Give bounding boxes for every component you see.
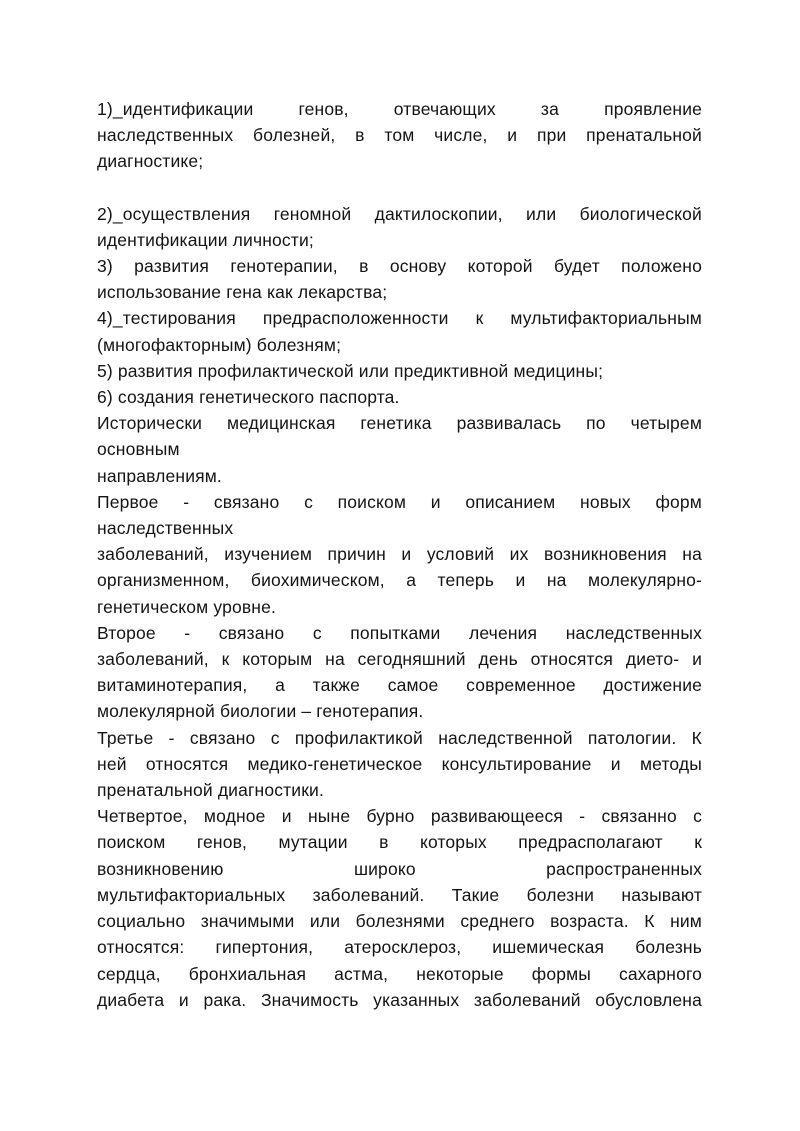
text-line: наследственных <box>97 518 234 539</box>
paragraph-second-direction <box>97 620 702 725</box>
text-line: социально значимыми или болезнями среднего возраста. К ним <box>97 911 702 932</box>
paragraph-third-direction <box>97 725 702 804</box>
text-line: сердца, бронхиальная астма, некоторые формы сахарного <box>97 963 702 984</box>
text-line: пренатальной диагностики. <box>97 780 324 801</box>
text-line: Первое - связано с поиском и описанием новых форм <box>97 491 702 512</box>
text-line: относятся: гипертония, атеросклероз, ишемическая болезнь <box>97 937 702 958</box>
paragraph-history <box>97 410 702 489</box>
list-item-predictive-medicine <box>97 358 702 384</box>
text-line: 2)_осуществления геномной дактилоскопии, или биологической <box>97 203 702 224</box>
text-line: (многофакторным) болезням; <box>97 334 342 355</box>
text-line: идентификации личности; <box>97 229 314 250</box>
text-line: диабета и рака. Значимость указанных заболеваний обусловлена <box>97 989 702 1010</box>
list-item-genetic-passport <box>97 384 702 410</box>
list-item-predisposition-testing <box>97 305 702 357</box>
text-line: организменном, биохимическом, а теперь и на молекулярно- <box>97 570 702 591</box>
text-line: 3) развития генотерапии, в основу которой будет положено <box>97 256 702 277</box>
list-item-dactyloscopy <box>97 201 702 253</box>
text-line: Третье - связано с профилактикой наследственной патологии. К <box>97 727 702 748</box>
text-line: диагностике; <box>97 151 204 172</box>
text-line: Второе - связано с попытками лечения наследственных <box>97 622 702 643</box>
text-line: 5) развития профилактической или предиктивной медицины; <box>97 360 604 381</box>
blank-line <box>97 175 702 201</box>
text-line: генетическом уровне. <box>97 596 276 617</box>
text-line: заболеваний, к которым на сегодняшний день относятся дието- и <box>97 649 702 670</box>
paragraph-first-direction <box>97 489 702 620</box>
list-item-identification <box>97 96 702 175</box>
list-item-gene-therapy <box>97 253 702 305</box>
text-line: поиском генов, мутации в которых предрасполагают к <box>97 832 702 853</box>
paragraph-fourth-direction <box>97 803 702 1013</box>
text-line: ней относятся медико-генетическое консультирование и методы <box>97 753 702 774</box>
text-line: 6) создания генетического паспорта. <box>97 387 400 408</box>
text-line: витаминотерапия, а также самое современное достижение <box>97 675 702 696</box>
document-page <box>97 96 702 1013</box>
text-line: 1)_идентификации генов, отвечающих за проявление <box>97 99 702 119</box>
text-line: наследственных болезней, в том числе, и при пренатальной <box>97 125 702 146</box>
text-line: использование гена как лекарства; <box>97 282 388 303</box>
text-line: возникновению широко распространенных <box>97 858 702 879</box>
text-line: основным <box>97 439 180 460</box>
text-line: Четвертое, модное и ныне бурно развивающееся - связанно с <box>97 806 702 827</box>
text-line: 4)_тестирования предрасположенности к мультифакториальным <box>97 308 702 329</box>
text-line: мультифакториальных заболеваний. Такие болезни называют <box>97 884 702 905</box>
text-line: молекулярной биологии – генотерапия. <box>97 701 424 722</box>
text-line: заболеваний, изучением причин и условий их возникновения на <box>97 544 702 565</box>
text-line: Исторически медицинская генетика развивалась по четырем <box>97 413 702 434</box>
text-line: направлениям. <box>97 465 222 486</box>
